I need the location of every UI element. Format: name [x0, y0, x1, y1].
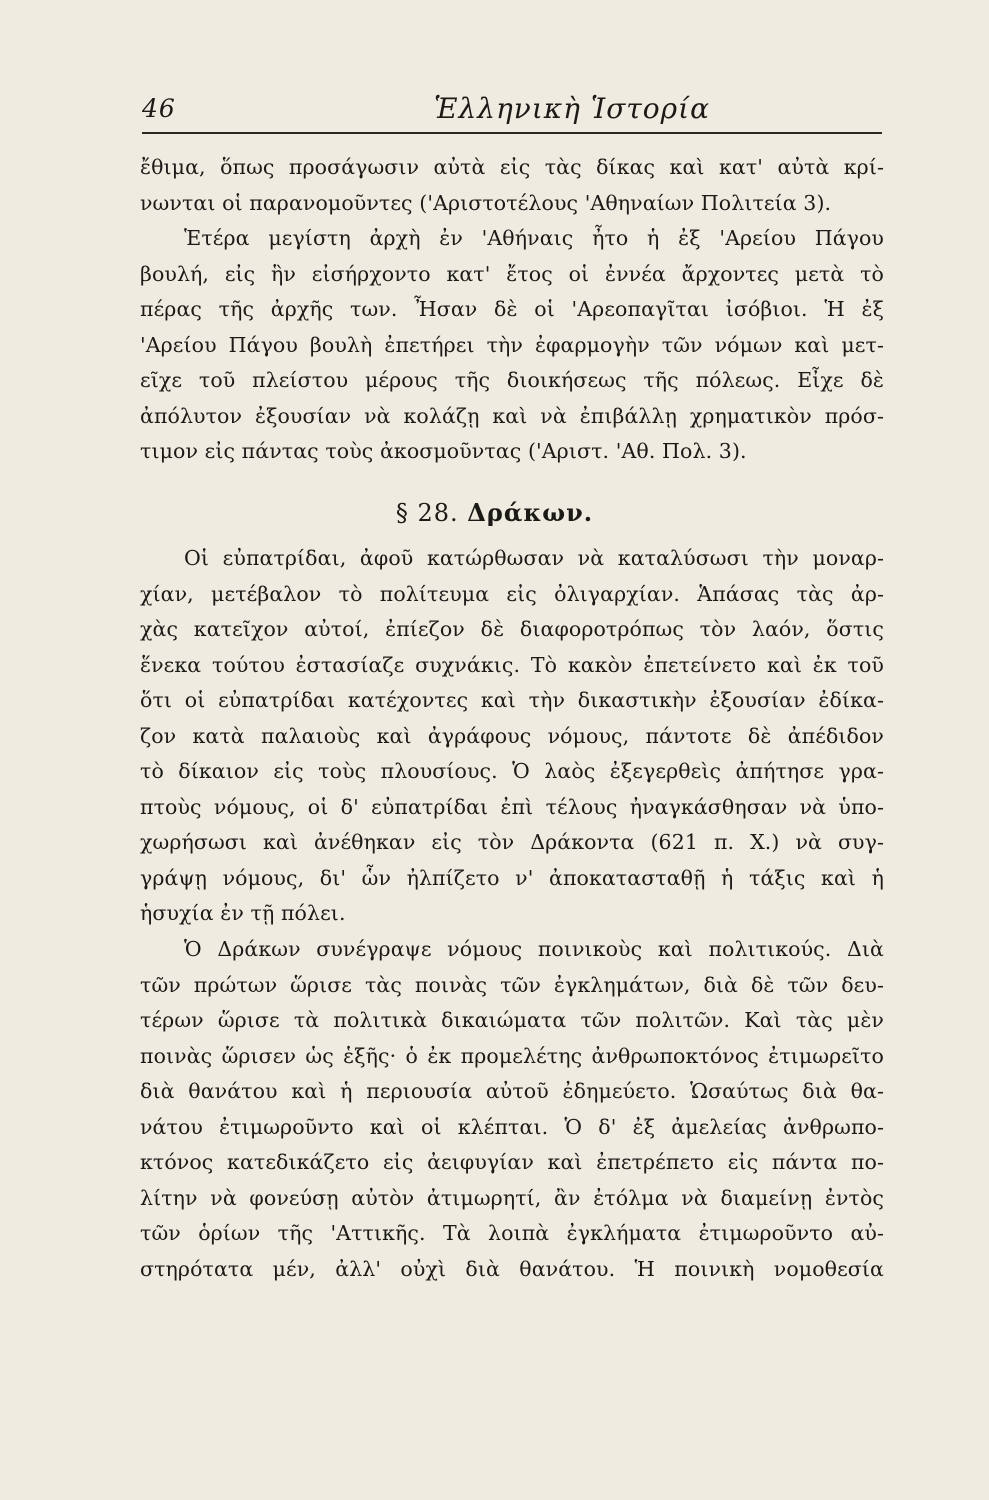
text-line: χωρήσωσι καὶ ἀνέθηκαν εἰς τὸν Δράκοντα (621 π. Χ.) νὰ συγ- [140, 830, 884, 854]
text-line: ὅτι οἱ εὐπατρίδαι κατέχοντες καὶ τὴν δικαστικὴν ἐξουσίαν ἐδίκα- [140, 688, 884, 712]
text-line: ποινὰς ὥρισεν ὡς ἑξῆς· ὁ ἐκ προμελέτης ἀνθρωποκτόνος ἐτιμωρεῖτο [140, 1043, 884, 1068]
text-line: κτόνος κατεδικάζετο εἰς ἀειφυγίαν καὶ ἐπετρέπετο εἰς πάντα πο- [140, 1150, 884, 1174]
text-line: Οἱ εὐπατρίδαι, ἀφοῦ κατώρθωσαν νὰ καταλύσωσι τὴν μοναρ- [184, 546, 884, 570]
text-line: 'Αρείου Πάγου βουλὴ ἐπετήρει τὴν ἐφαρμογὴν τῶν νόμων καὶ μετ- [140, 332, 884, 357]
text-line: ἕνεκα τούτου ἐστασίαζε συχνάκις. Τὸ κακὸν ἐπετείνετο καὶ ἐκ τοῦ [140, 652, 884, 677]
paragraph-2 [140, 221, 884, 470]
text-line: τὸ δίκαιον εἰς τοὺς πλουσίους. Ὁ λαὸς ἐξεγερθεὶς ἀπήτησε γρα- [140, 759, 884, 783]
text-line: διὰ θανάτου καὶ ἡ περιουσία αὐτοῦ ἐδημεύετο. Ὡσαύτως διὰ θα- [140, 1079, 884, 1103]
text-line: χίαν, μετέβαλον τὸ πολίτευμα εἰς ὀλιγαρχίαν. Ἁπάσας τὰς ἀρ- [140, 581, 884, 606]
text-line: πέρας τῆς ἀρχῆς των. Ἦσαν δὲ οἱ 'Αρεοπαγῖται ἰσόβιοι. Ἡ ἐξ [140, 297, 884, 321]
text-line: ἡσυχία ἐν τῇ πόλει. [140, 901, 346, 925]
text-line: τέρων ὥρισε τὰ πολιτικὰ δικαιώματα τῶν πολιτῶν. Καὶ τὰς μὲν [140, 1008, 884, 1032]
text-line: βουλή, εἰς ἣν εἰσήρχοντο κατ' ἔτος οἱ ἐννέα ἄρχοντες μετὰ τὸ [140, 261, 884, 286]
text-line: Ὁ Δράκων συνέγραψε νόμους ποινικοὺς καὶ πολιτικούς. Διὰ [184, 937, 884, 961]
text-line: γράψῃ νόμους, δι' ὧν ἠλπίζετο ν' ἀποκατασταθῇ ἡ τάξις καὶ ἡ [140, 865, 884, 890]
section-title: Δράκων. [467, 498, 594, 527]
text-line: νωνται οἱ παρανομοῦντες ('Αριστοτέλους 'Αθηναίων Πολιτεία 3). [140, 190, 832, 215]
header-rule [142, 132, 882, 134]
paragraph-4 [140, 932, 884, 1287]
running-title: Ἑλληνικὴ Ἱστορία [433, 92, 710, 125]
text-line: ζον κατὰ παλαιοὺς καὶ ἀγράφους νόμους, πάντοτε δὲ ἀπέδιδον [140, 723, 884, 748]
text-line: ἔθιμα, ὅπως προσάγωσιν αὐτὰ εἰς τὰς δίκας καὶ κατ' αὐτὰ κρί- [140, 155, 884, 179]
text-line: στηρότατα μέν, ἀλλ' οὐχὶ διὰ θανάτου. Ἡ ποινικὴ νομοθεσία [140, 1256, 884, 1281]
page-number: 46 [142, 94, 176, 123]
text-line: εῖχε τοῦ πλείστου μέρους τῆς διοικήσεως τῆς πόλεως. Εἶχε δὲ [140, 368, 884, 392]
text-line: νάτου ἐτιμωροῦντο καὶ οἱ κλέπται. Ὁ δ' ἐξ ἀμελείας ἀνθρωπο- [140, 1114, 884, 1139]
text-line: χὰς κατεῖχον αὐτοί, ἐπίεζον δὲ διαφοροτρόπως τὸν λαόν, ὅστις [140, 617, 884, 641]
text-line: τιμον εἰς πάντας τοὺς ἀκοσμοῦντας ('Αριστ. 'Αθ. Πολ. 3). [140, 439, 747, 463]
paragraph-1 [140, 150, 884, 221]
section-heading [0, 498, 989, 527]
text-line: Ἑτέρα μεγίστη ἀρχὴ ἐν 'Αθήναις ἦτο ἡ ἐξ 'Αρείου Πάγου [184, 226, 884, 250]
section-number: 28. [417, 499, 459, 527]
page-header [142, 92, 882, 132]
text-line: λίτην νὰ φονεύσῃ αὐτὸν ἀτιμωρητί, ἂν ἐτόλμα νὰ διαμείνῃ ἐντὸς [140, 1185, 884, 1210]
text-line: τῶν ὁρίων τῆς 'Αττικῆς. Τὰ λοιπὰ ἐγκλήματα ἐτιμωροῦντο αὐ- [140, 1221, 884, 1245]
paragraph-3 [140, 541, 884, 932]
text-line: τῶν πρώτων ὥρισε τὰς ποινὰς τῶν ἐγκλημάτων, διὰ δὲ τῶν δευ- [140, 972, 884, 997]
text-line: πτοὺς νόμους, οἱ δ' εὐπατρίδαι ἐπὶ τέλους ἠναγκάσθησαν νὰ ὑπο- [140, 794, 884, 819]
section-symbol: § [395, 499, 409, 527]
text-line: ἀπόλυτον ἐξουσίαν νὰ κολάζῃ καὶ νὰ ἐπιβάλλῃ χρηματικὸν πρόσ- [140, 403, 884, 428]
